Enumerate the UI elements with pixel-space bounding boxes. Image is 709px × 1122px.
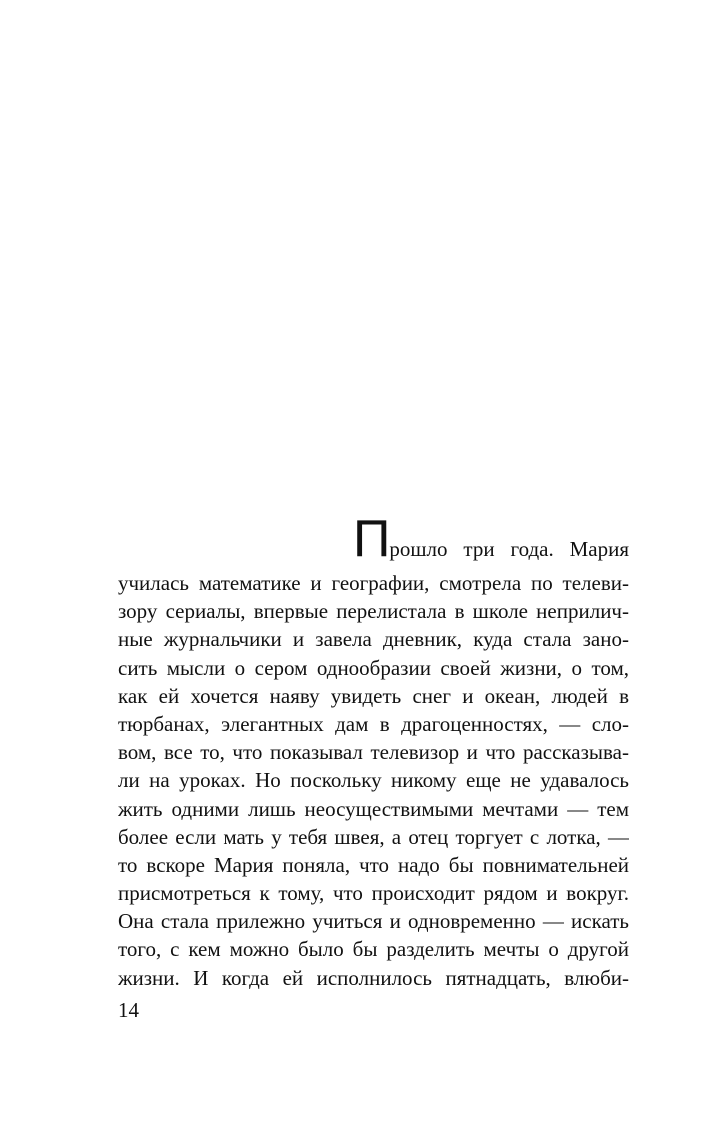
text-line: более если мать у тебя швея, а отец торгует с лотка, — xyxy=(118,824,629,849)
text-line: училась математике и географии, смотрела по телеви- xyxy=(118,571,629,595)
text-line: тюрбанах, элегантных дам в драгоценностях, — сло- xyxy=(118,711,629,736)
body-paragraph xyxy=(118,513,629,992)
text-line: присмотреться к тому, что происходит рядом и вокруг. xyxy=(118,881,629,906)
text-line: ные журнальчики и завела дневник, куда стала зано- xyxy=(118,627,629,652)
text-line: ли на уроках. Но поскольку никому еще не удавалось xyxy=(118,768,629,793)
text-line: того, с кем можно было бы разделить мечты о другой xyxy=(118,937,629,962)
text-line: сить мысли о сером однообразии своей жизни, о том, xyxy=(118,655,629,680)
text-line: как ей хочется наяву увидеть снег и океан, людей в xyxy=(118,683,629,708)
text-line: зору сериалы, впервые перелистала в школе неприлич- xyxy=(118,599,629,624)
text-line: вом, все то, что показывал телевизор и что рассказыва- xyxy=(118,740,629,765)
text-line: жить одними лишь неосуществимыми мечтами — тем xyxy=(118,796,629,821)
text-line: то вскоре Мария поняла, что надо бы повнимательней xyxy=(118,852,629,877)
first-line-text: рошло три года. Мария xyxy=(389,537,629,561)
text-line: жизни. И когда ей исполнилось пятнадцать, влюби- xyxy=(118,965,629,990)
text-line: Она стала прилежно учиться и одновременно — искать xyxy=(118,909,629,934)
drop-cap: П xyxy=(353,513,390,567)
page-number: 14 xyxy=(118,998,139,1022)
paragraph-first-line xyxy=(118,513,629,567)
